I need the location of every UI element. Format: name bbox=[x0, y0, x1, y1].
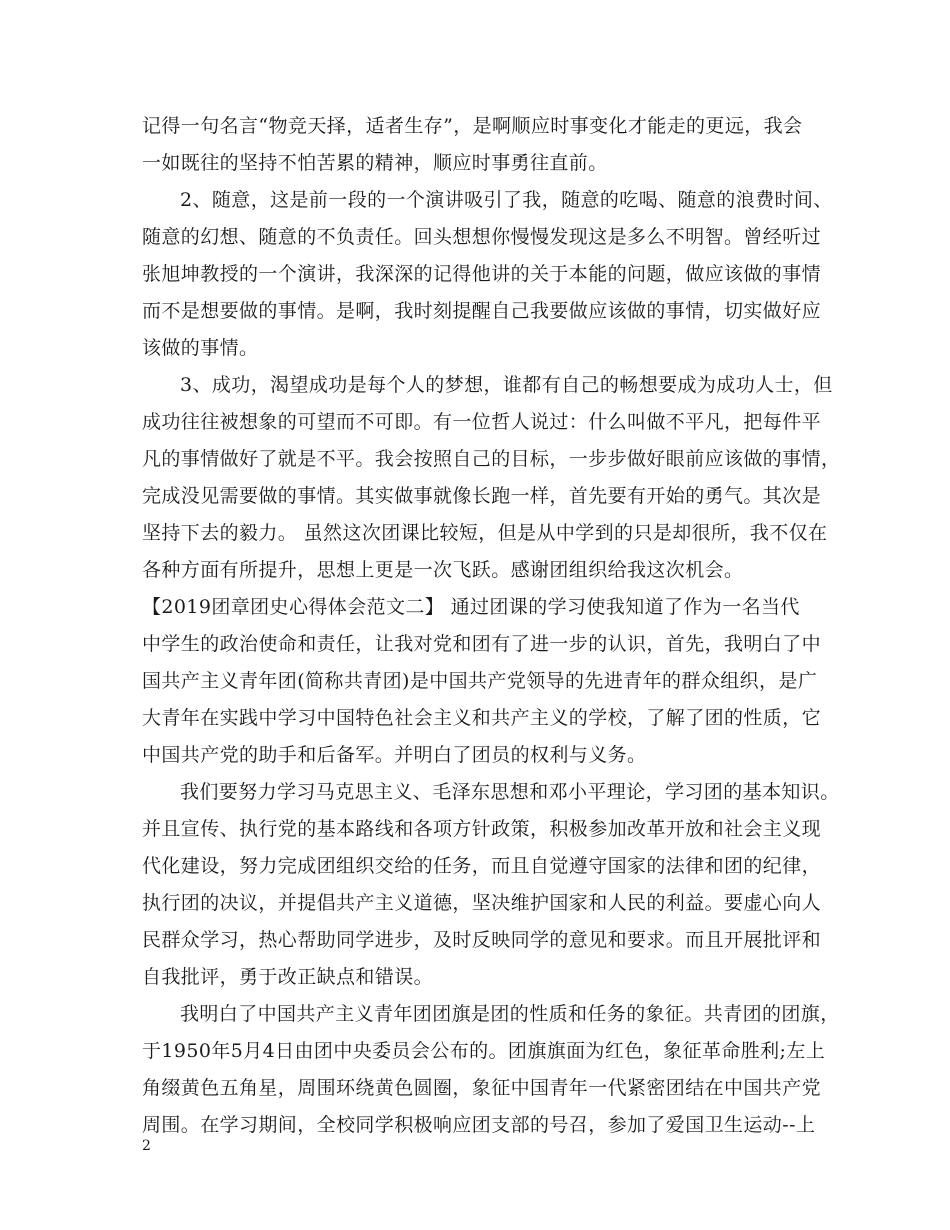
text-line: 于1950年5月4日由团中央委员会公布的。团旗旗面为红色，象征革命胜利;左上 bbox=[142, 1040, 826, 1062]
text-line: 完成没见需要做的事情。其实做事就像长跑一样，首先要有开始的勇气。其次是 bbox=[142, 485, 822, 507]
text-line: 而不是想要做的事情。是啊，我时刻提醒自己我要做应该做的事情，切实做好应 bbox=[142, 300, 822, 322]
text-line: 并且宣传、执行党的基本路线和各项方针政策，积极参加改革开放和社会主义现 bbox=[142, 818, 822, 840]
text-line: 周围。在学习期间，全校同学积极响应团支部的号召，参加了爱国卫生运动--上 bbox=[142, 1114, 816, 1136]
document-body bbox=[142, 108, 841, 1144]
section-heading-line: 【2019团章团史心得体会范文二】 通过团课的学习使我知道了作为一名当代 bbox=[142, 596, 800, 618]
text-line: 大青年在实践中学习中国特色社会主义和共产主义的学校，了解了团的性质，它 bbox=[142, 707, 822, 729]
text-line: 坚持下去的毅力。 虽然这次团课比较短，但是从中学到的只是却很所，我不仅在 bbox=[142, 522, 828, 544]
text-line: 各种方面有所提升，思想上更是一次飞跃。感谢团组织给我这次机会。 bbox=[142, 559, 744, 581]
text-line: 中国共产党的助手和后备军。并明白了团员的权利与义务。 bbox=[142, 744, 647, 766]
text-line: 随意的幻想、随意的不负责任。回头想想你慢慢发现这是多么不明智。曾经听过 bbox=[142, 226, 822, 248]
text-line: 中学生的政治使命和责任，让我对党和团有了进一步的认识，首先，我明白了中 bbox=[142, 633, 822, 655]
text-line: 我明白了中国共产主义青年团团旗是团的性质和任务的象征。共青团的团旗， bbox=[180, 1003, 840, 1025]
text-line: 该做的事情。 bbox=[142, 337, 259, 359]
text-line: 成功往往被想象的可望而不可即。有一位哲人说过：什么叫做不平凡，把每件平 bbox=[142, 411, 822, 433]
text-line: 我们要努力学习马克思主义、毛泽东思想和邓小平理论，学习团的基本知识。 bbox=[180, 781, 840, 803]
text-line: 民群众学习，热心帮助同学进步，及时反映同学的意见和要求。而且开展批评和 bbox=[142, 929, 822, 951]
text-line: 凡的事情做好了就是不平。我会按照自己的目标，一步步做好眼前应该做的事情， bbox=[142, 448, 841, 470]
text-line: 角缀黄色五角星，周围环绕黄色圆圈，象征中国青年一代紧密团结在中国共产党 bbox=[142, 1077, 822, 1099]
text-line: 一如既往的坚持不怕苦累的精神，顺应时事勇往直前。 bbox=[142, 152, 608, 174]
text-line: 记得一句名言“物竞天择，适者生存”，是啊顺应时事变化才能走的更远，我会 bbox=[142, 115, 803, 137]
text-line: 国共产主义青年团(简称共青团)是中国共产党领导的先进青年的群众组织，是广 bbox=[142, 670, 818, 692]
text-line: 自我批评，勇于改正缺点和错误。 bbox=[142, 966, 434, 988]
page-number: 2 bbox=[142, 1138, 151, 1154]
text-line: 张旭坤教授的一个演讲，我深深的记得他讲的关于本能的问题，做应该做的事情 bbox=[142, 263, 822, 285]
text-line: 3、成功，渴望成功是每个人的梦想，谁都有自己的畅想要成为成功人士，但 bbox=[180, 374, 833, 396]
text-line: 代化建设，努力完成团组织交给的任务，而且自觉遵守国家的法律和团的纪律， bbox=[142, 855, 822, 877]
text-line: 执行团的决议，并提倡共产主义道德，坚决维护国家和人民的利益。要虚心向人 bbox=[142, 892, 822, 914]
text-line: 2、随意，这是前一段的一个演讲吸引了我，随意的吃喝、随意的浪费时间、 bbox=[180, 189, 833, 211]
